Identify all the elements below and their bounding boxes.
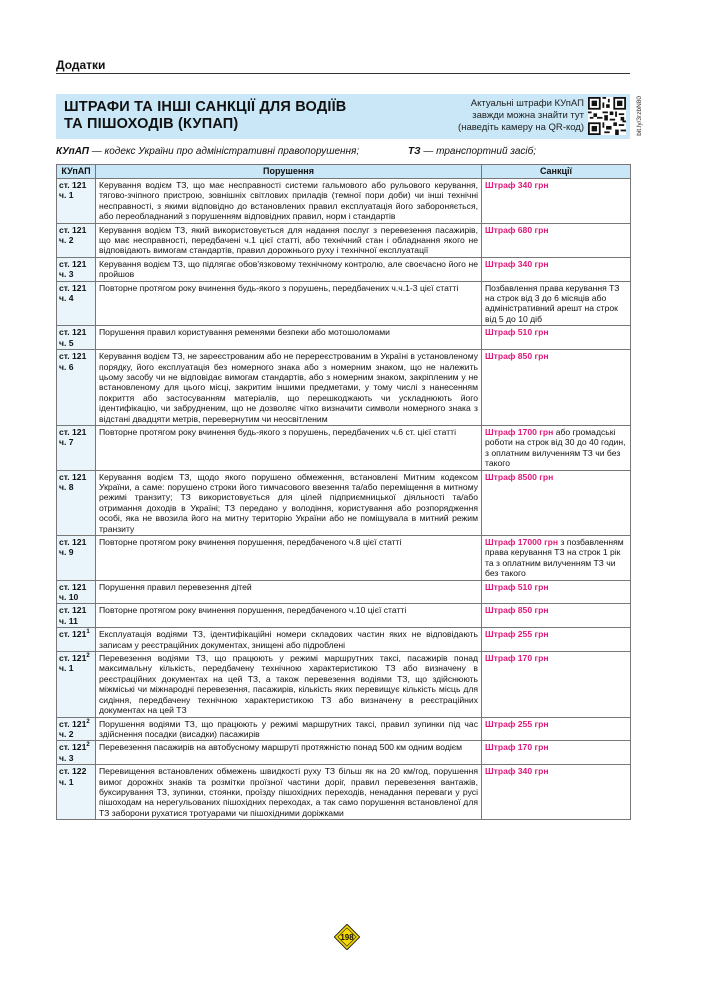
table-row [57, 628, 631, 652]
table-row [57, 281, 631, 326]
short-link[interactable]: bit.ly/3rzbN80 [636, 96, 643, 136]
fine-amount: Штраф 8500 грн [485, 471, 554, 482]
page-number-badge [334, 924, 360, 950]
article-cell: ст. 121 ч. 6 [57, 350, 96, 426]
page-number: 198 [340, 933, 354, 942]
sanction-cell [482, 536, 631, 581]
fine-amount: Штраф 170 грн [485, 653, 549, 664]
article-cell: ст. $121^2$ ч. 3 [57, 741, 96, 765]
sanction-cell [482, 179, 631, 224]
fine-amount: Штраф 850 грн [485, 605, 549, 616]
article-cell: ст. $121^1$ [57, 628, 96, 652]
sanction-cell [482, 604, 631, 628]
fine-amount: Штраф 255 грн [485, 718, 549, 729]
top-rule [56, 73, 630, 74]
article-cell: ст. $121^2$ ч. 2 [57, 717, 96, 741]
table-row [57, 350, 631, 426]
sanction-cell [482, 580, 631, 604]
violation-cell: Порушення правил користування ременями безпеки або мотошоломами [96, 326, 482, 350]
violation-cell: Порушення водіями ТЗ, що працюють у режимі маршрутних таксі, правил зупинки під час здійснення посадки (висадки) пасажирів [96, 717, 482, 741]
sanction-cell [482, 257, 631, 281]
article-cell: ст. $121^2$ ч. 1 [57, 652, 96, 717]
violation-cell: Керування водієм ТЗ, який використовується для надання послуг з перевезення пасажирів, що має несправності, передбачені ч.1 цієї статті, або технічний стан і обладнання якого не відповідають вимогам стандартів, правил дорожнього руху і технічної експлуатації [96, 223, 482, 257]
table-row [57, 536, 631, 581]
violation-cell: Перевищення встановлених обмежень швидкості руху ТЗ більш як на 20 км/год, порушення вимог дорожніх знаків та розмітки проїзної частини доріг, правил перевезення вантажів, буксирування ТЗ, зупинки, стоянки, проїзду пішохідних переходів, ненадання переваги у русі пішоходам на нерегульованих пішохідних переходах, а так само порушення встановленої для ТЗ заборони рухатися тротуарами чи пішохідними доріжками [96, 765, 482, 820]
sanction-text: Позбавлення права керування ТЗ на строк від 3 до 6 місяців або адміністративний арешт на строк від 5 до 10 діб [485, 282, 620, 324]
qr-code-icon[interactable] [588, 97, 626, 135]
article-cell: ст. 121 ч. 1 [57, 179, 96, 224]
sanction-cell [482, 470, 631, 535]
qr-note-line1: Актуальні штрафи КУпАП [470, 98, 584, 109]
article-cell: ст. 121 ч. 11 [57, 604, 96, 628]
qr-note-line2: завжди можна знайти тут [472, 110, 584, 121]
fine-amount: Штраф 340 грн [485, 766, 549, 777]
violation-cell: Повторне протягом року вчинення будь-якого з порушень, передбачених ч.6 ст. цієї статті [96, 425, 482, 470]
sanction-cell [482, 652, 631, 717]
column-header-kupap: КУпАП [57, 165, 96, 179]
fine-amount: Штраф 340 грн [485, 180, 549, 190]
sanction-cell [482, 281, 631, 326]
violation-cell: Повторне протягом року вчинення порушення, передбаченого ч.8 цієї статті [96, 536, 482, 581]
fine-amount: Штраф 850 грн [485, 351, 549, 362]
article-cell: ст. 121 ч. 2 [57, 223, 96, 257]
violation-cell: Повторне протягом року вчинення будь-якого з порушень, передбачених ч.ч.1-3 цієї статті [96, 281, 482, 326]
sanction-cell [482, 425, 631, 470]
violation-cell: Перевезення водіями ТЗ, що працюють у режимі маршрутних таксі, пасажирів понад максимальну кількість, передбачену технічною характеристикою ТЗ або визначену в реєстраційних документах на цей ТЗ, а також перевезення водіями ТЗ, що здійснюють міжміські чи міжнародні перевезення, пасажирів, кількість яких перевищує кількість місць для сидіння, передбачену технічною характеристикою ТЗ або визначену в реєстраційних документах на цей ТЗ [96, 652, 482, 717]
legend-kupap: КУпАП — кодекс України про адміністративні правопорушення; [56, 146, 360, 157]
sanctions-table [56, 164, 631, 820]
article-cell: ст. 121 ч. 4 [57, 281, 96, 326]
violation-cell: Керування водієм ТЗ, що підлягає обов'язковому технічному контролю, але своєчасно його не пройшов [96, 257, 482, 281]
article-cell: ст. 121 ч. 3 [57, 257, 96, 281]
table-row [57, 326, 631, 350]
violation-cell: Порушення правил перевезення дітей [96, 580, 482, 604]
violation-cell: Повторне протягом року вчинення порушення, передбаченого ч.10 цієї статті [96, 604, 482, 628]
fine-amount: Штраф 510 грн [485, 581, 549, 592]
article-cell: ст. 122 ч. 1 [57, 765, 96, 820]
fine-amount: Штраф 17000 грн [485, 537, 559, 547]
table-row [57, 179, 631, 224]
sanction-cell [482, 326, 631, 350]
section-label: Додатки [56, 58, 106, 72]
fine-amount: Штраф 680 грн [485, 224, 549, 235]
article-cell: ст. 121 ч. 9 [57, 536, 96, 581]
table-row [57, 223, 631, 257]
sanction-cell [482, 223, 631, 257]
sanction-text: або громадські роботи на строк від 30 до 40 годин, з оплатним вилученням ТЗ чи без такого [485, 426, 626, 469]
sanction-text: з позбавленням права керування ТЗ на строк 1 рік та з оплатним вилученням ТЗ чи без такого [485, 537, 624, 579]
violation-cell: Експлуатація водіями ТЗ, ідентифікаційні номери складових частин яких не відповідають записам у реєстраційних документах, знищені або підроблені [96, 628, 482, 652]
qr-note-line3: (наведіть камеру на QR-код) [458, 122, 584, 133]
fine-amount: Штраф 340 грн [485, 258, 549, 269]
table-row [57, 604, 631, 628]
fine-amount: Штраф 510 грн [485, 327, 549, 338]
violation-cell: Перевезення пасажирів на автобусному маршруті протяжністю понад 500 км одним водієм [96, 741, 482, 765]
title-box [56, 94, 643, 139]
legend [56, 146, 630, 157]
table-row [57, 741, 631, 765]
table-row [57, 717, 631, 741]
sanction-cell [482, 741, 631, 765]
sanction-cell [482, 628, 631, 652]
violation-cell: Керування водієм ТЗ, що має несправності системи гальмового або рульового керування, тягово-зчіпного пристрою, зовнішніх світлових приладів (темної пори доби) чи інші технічні несправності, з якими відповідно до встановлених правил експлуатація його забороняється, або переобладнаний з порушенням відповідних правил, норм і стандартів [96, 179, 482, 224]
table-header-row [57, 165, 631, 179]
table-row [57, 257, 631, 281]
article-cell: ст. 121 ч. 8 [57, 470, 96, 535]
qr-note [404, 98, 584, 134]
sanction-cell [482, 717, 631, 741]
article-cell: ст. 121 ч. 10 [57, 580, 96, 604]
sanction-cell [482, 350, 631, 426]
fine-amount: Штраф 170 грн [485, 742, 549, 753]
table-row [57, 580, 631, 604]
table-row [57, 470, 631, 535]
table-row [57, 765, 631, 820]
fine-amount: Штраф 1700 грн [485, 426, 554, 437]
page-title: ШТРАФИ ТА ІНШІ САНКЦІЇ ДЛЯ ВОДІЇВ ТА ПІШОХОДІВ (КУПАП) [64, 99, 347, 132]
sanction-cell [482, 765, 631, 820]
column-header-sanctions: Санкції [482, 165, 631, 179]
table-row [57, 652, 631, 717]
legend-tz: ТЗ — транспортний засіб; [408, 146, 537, 157]
article-cell: ст. 121 ч. 5 [57, 326, 96, 350]
violation-cell: Керування водієм ТЗ, не зареєстрованим або не перереєстрованим в Україні в установленому порядку, його експлуатація без номерного знака або з номерним знаком, що не належить цьому засобу чи не відповідає вимогам стандартів, або з номерним знаком, закріпленим у не встановленому для цього місці, закритим іншими предметами, у тому числі з нанесенням покриття або застосуванням матеріалів, що перешкоджають чи ускладнюють його ідентифікацію, чи забрудненим, що не дозволяє чітко визначити символи номерного знака з відстані двадцяти метрів, перевернутим чи неосвітленим [96, 350, 482, 426]
column-header-violation: Порушення [96, 165, 482, 179]
violation-cell: Керування водієм ТЗ, щодо якого порушено обмеження, встановлені Митним кодексом України, а саме: порушено строки його тимчасового ввезення та/або переміщення в митному режимі транзиту; ТЗ використовується для цілей підприємницької діяльності та/або отримання доходів в Україні; ТЗ передано у володіння, користування або розпорядження особі, яка не ввозила його на митну територію України або не поміщувала в митний режим транзиту [96, 470, 482, 535]
table-row [57, 425, 631, 470]
fine-amount: Штраф 255 грн [485, 629, 549, 640]
article-cell: ст. 121 ч. 7 [57, 425, 96, 470]
